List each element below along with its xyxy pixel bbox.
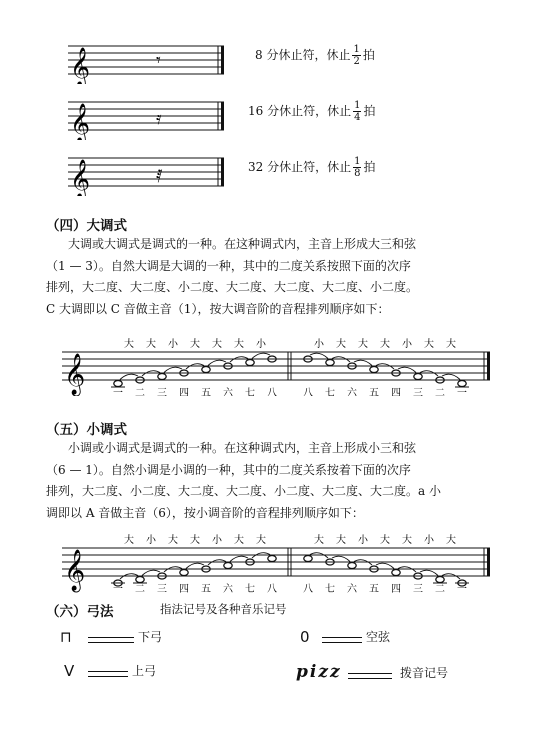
degree-label: 六 <box>347 584 357 594</box>
down-bow-icon: ⊓ <box>60 628 72 646</box>
note-head <box>348 563 356 569</box>
treble-clef-icon: 𝄞 <box>64 354 86 395</box>
minor-heading: （五）小调式 <box>46 422 127 438</box>
slur <box>208 360 226 365</box>
treble-clef-icon: 𝄞 <box>70 47 91 84</box>
slur <box>186 563 204 568</box>
slur <box>376 563 394 568</box>
slur <box>420 570 438 575</box>
degree-label: 七 <box>325 584 335 594</box>
note-head <box>304 556 312 562</box>
slur <box>442 374 460 379</box>
degree-label: 四 <box>391 584 401 594</box>
rest-staff-32nd <box>68 152 228 200</box>
slur <box>164 367 182 372</box>
degree-label: 二 <box>135 388 145 396</box>
note-head <box>224 563 232 569</box>
degree-label: 一 <box>113 584 123 594</box>
interval-label: 大 <box>234 339 244 350</box>
pizz-label: 拨音记号 <box>400 666 449 680</box>
degree-label: 八 <box>303 388 313 396</box>
degree-label: 四 <box>179 584 189 594</box>
degree-label: 三 <box>157 584 167 594</box>
note-head <box>458 381 466 387</box>
interval-label: 大 <box>314 535 324 546</box>
interval-label: 大 <box>336 339 346 350</box>
interval-label: 大 <box>124 339 134 350</box>
slur <box>230 556 248 561</box>
major-heading: （四）大调式 <box>46 218 127 234</box>
degree-label: 四 <box>391 388 401 396</box>
pizz-dash <box>348 673 392 679</box>
slur <box>252 353 270 358</box>
interval-label: 大 <box>380 339 390 350</box>
interval-label: 小 <box>402 339 412 350</box>
degree-label: 七 <box>245 388 255 396</box>
interval-label: 大 <box>402 535 412 546</box>
minor-line-1: 小调或小调式是调式的一种。在这种调式内，主音上形成小三和弦 <box>68 441 417 455</box>
degree-label: 五 <box>369 584 379 594</box>
slur <box>398 367 416 372</box>
major-line-2: （1 — 3）。自然大调是大调的一种，其中的二度关系按照下面的次序 <box>46 258 411 273</box>
note-head <box>246 360 254 366</box>
degree-label: 六 <box>223 388 233 396</box>
note-head <box>392 570 400 576</box>
rest-staff-16th <box>68 96 228 144</box>
rest-label-16th: 16 分休止符，休止 $\frac{1}{4}$ 拍 <box>248 100 376 123</box>
interval-label: 小 <box>424 535 434 546</box>
degree-label: 一 <box>113 388 123 396</box>
treble-clef-icon: 𝄞 <box>64 550 86 591</box>
eighth-rest-icon: 𝄾 <box>156 50 161 71</box>
interval-label: 大 <box>234 535 244 546</box>
note-head <box>114 381 122 387</box>
minor-line-4: 调即以 A 音做主音（6），按小调音阶的音程排列顺序如下： <box>46 505 364 520</box>
slur <box>310 353 328 358</box>
major-line-1: 大调或大调式是调式的一种。在这种调式内，主音上形成大三和弦 <box>68 237 417 251</box>
degree-label: 六 <box>223 584 233 594</box>
note-head <box>268 556 276 562</box>
degree-label: 八 <box>267 388 277 396</box>
interval-label: 大 <box>358 339 368 350</box>
slur <box>332 556 350 561</box>
major-scale-svg <box>62 336 492 396</box>
slur <box>120 374 138 379</box>
degree-label: 一 <box>457 584 467 594</box>
rest-label-32nd: 32 分休止符，休止 $\frac{1}{8}$ 拍 <box>248 156 376 179</box>
note-head <box>202 367 210 373</box>
note-head <box>414 374 422 380</box>
minor-paragraph <box>46 438 441 524</box>
minor-line-3: 排列，大二度、小二度、大二度、大二度、小二度、大二度、大二度。a 小 <box>46 484 441 498</box>
treble-clef-icon: 𝄞 <box>70 103 91 140</box>
interval-label: 大 <box>146 339 156 350</box>
note-head <box>180 570 188 576</box>
slur <box>354 360 372 365</box>
sixteenth-rest-icon: 𝄿 <box>156 108 162 129</box>
degree-label: 二 <box>435 388 445 396</box>
degree-label: 二 <box>135 584 145 594</box>
degree-label: 六 <box>347 388 357 396</box>
rest-staff-8th <box>68 40 228 88</box>
interval-label: 大 <box>212 339 222 350</box>
degree-label: 二 <box>435 584 445 594</box>
up-bow-dash <box>88 671 128 677</box>
interval-label: 大 <box>446 535 456 546</box>
degree-label: 三 <box>157 388 167 396</box>
up-bow-icon: V <box>64 662 75 680</box>
degree-label: 八 <box>303 584 313 594</box>
minor-scale-staff <box>62 532 492 598</box>
interval-label: 小 <box>212 535 222 546</box>
interval-label: 大 <box>336 535 346 546</box>
major-scale-staff <box>62 336 492 400</box>
interval-label: 大 <box>256 535 266 546</box>
degree-label: 五 <box>201 388 211 396</box>
pizz-symbol: pizz <box>296 662 342 682</box>
degree-label: 七 <box>245 584 255 594</box>
thirty-second-rest-icon: 𝅀 <box>156 166 163 187</box>
minor-scale-svg <box>62 532 492 594</box>
open-string-label: 空弦 <box>366 630 391 644</box>
treble-clef-icon: 𝄞 <box>70 159 91 196</box>
open-string-icon: 0 <box>300 628 310 646</box>
up-bow-label: 上弓 <box>132 664 157 678</box>
degree-label: 四 <box>179 388 189 396</box>
rest-label-8th: 8 分休止符，休止 $\frac{1}{2}$ 拍 <box>255 44 375 67</box>
degree-label: 七 <box>325 388 335 396</box>
interval-label: 小 <box>146 535 156 546</box>
bowing-subtitle: 指法记号及各种音乐记号 <box>160 602 287 616</box>
note-head <box>136 577 144 583</box>
note-head <box>436 577 444 583</box>
interval-label: 大 <box>168 535 178 546</box>
interval-label: 大 <box>446 339 456 350</box>
degree-label: 三 <box>413 584 423 594</box>
note-head <box>370 367 378 373</box>
interval-label: 大 <box>190 339 200 350</box>
degree-label: 八 <box>267 584 277 594</box>
degree-label: 一 <box>457 388 467 396</box>
note-head <box>326 360 334 366</box>
interval-label: 大 <box>124 535 134 546</box>
major-paragraph <box>46 234 418 320</box>
interval-label: 小 <box>314 339 324 350</box>
open-string-dash <box>322 637 362 643</box>
interval-label: 大 <box>190 535 200 546</box>
note-head <box>158 374 166 380</box>
major-line-3: 排列，大二度、大二度、小二度、大二度、大二度、大二度、小二度。 <box>46 280 419 294</box>
bowing-heading: （六）弓法 <box>46 604 114 620</box>
major-line-4: C 大调即以 C 音做主音（1），按大调音阶的音程排列顺序如下： <box>46 301 390 316</box>
slur <box>142 570 160 575</box>
interval-label: 小 <box>358 535 368 546</box>
degree-label: 五 <box>201 584 211 594</box>
rest-staff-8th-svg <box>68 40 228 84</box>
minor-line-2: （6 — 1）。自然小调是小调的一种，其中的二度关系按着下面的次序 <box>46 462 411 477</box>
down-bow-dash <box>88 637 134 643</box>
degree-label: 五 <box>369 388 379 396</box>
interval-label: 小 <box>168 339 178 350</box>
down-bow-label: 下弓 <box>138 630 163 644</box>
degree-label: 三 <box>413 388 423 396</box>
interval-label: 大 <box>424 339 434 350</box>
interval-label: 大 <box>380 535 390 546</box>
interval-label: 小 <box>256 339 266 350</box>
